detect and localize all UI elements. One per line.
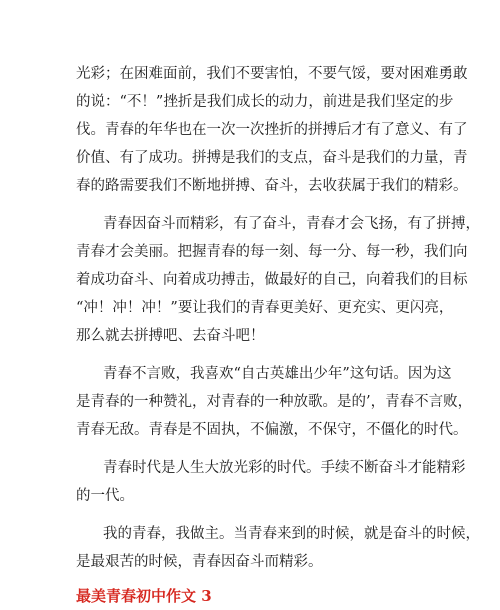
document-body bbox=[76, 60, 480, 610]
paragraph-4 bbox=[76, 454, 466, 510]
text-line: “冲！冲！冲！”要让我们的青春更美好、更充实、更闪亮， bbox=[76, 300, 454, 316]
paragraph-3 bbox=[76, 360, 473, 444]
paragraph-2 bbox=[76, 210, 480, 350]
text-line: 青春才会美丽。把握青春的每一刻、每一分、每一秒，我们向 bbox=[76, 244, 468, 260]
paragraph-5 bbox=[76, 520, 480, 576]
text-line: 是最艰苦的时候，青春因奋斗而精彩。 bbox=[76, 554, 323, 570]
text-line: 青春时代是人生大放光彩的时代。手续不断奋斗才能精彩 bbox=[103, 460, 466, 476]
text-line: 我的青春，我做主。当青春来到的时候，就是奋斗的时候， bbox=[103, 526, 480, 542]
text-line: 的一代。 bbox=[76, 488, 134, 504]
section-heading: 最美青春初中作文 3 bbox=[76, 587, 212, 605]
text-line: 是青春的一种赞礼，对青春的一种放歌。是的’，青春不言败， bbox=[76, 394, 473, 410]
text-line: 光彩；在困难面前，我们不要害怕，不要气馁，要对困难勇敢 bbox=[76, 66, 468, 82]
paragraph-spacer bbox=[76, 510, 428, 520]
paragraph-spacer bbox=[76, 350, 428, 360]
paragraph-1 bbox=[76, 60, 468, 200]
text-line: 的说：“不！”挫折是我们成长的动力，前进是我们坚定的步 bbox=[76, 94, 454, 110]
text-line: 那么就去拼搏吧、去奋斗吧！ bbox=[76, 328, 265, 344]
paragraph-spacer bbox=[76, 444, 428, 454]
text-line: 青春无敌。青春是不固执，不偏激，不保守，不僵化的时代。 bbox=[76, 422, 468, 438]
text-line: 青春因奋斗而精彩，有了奋斗，青春才会飞扬，有了拼搏， bbox=[103, 216, 480, 232]
text-line: 春的路需要我们不断地拼搏、奋斗，去收获属于我们的精彩。 bbox=[76, 178, 468, 194]
text-line: 伐。青春的年华也在一次一次挫折的拼搏后才有了意义、有了 bbox=[76, 122, 468, 138]
text-line: 着成功奋斗、向着成功搏击，做最好的自己，向着我们的目标 bbox=[76, 272, 468, 288]
text-line: 价值、有了成功。拼搏是我们的支点，奋斗是我们的力量，青 bbox=[76, 150, 468, 166]
paragraph-spacer bbox=[76, 200, 428, 210]
text-line: 青春不言败，我喜欢“自古英雄出少年”这句话。因为这 bbox=[103, 366, 452, 382]
